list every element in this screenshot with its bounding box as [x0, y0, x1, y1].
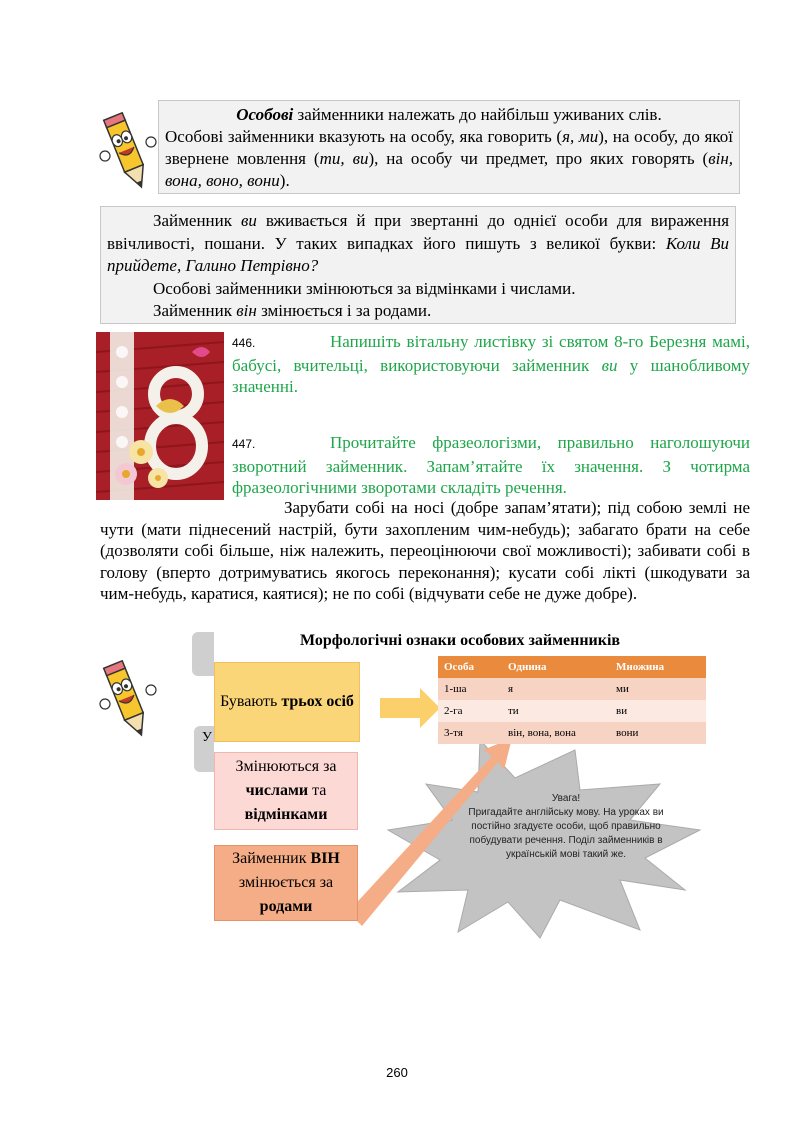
- diagram-title: Морфологічні ознаки особових займенників: [300, 632, 621, 649]
- exercise-447: [232, 432, 750, 499]
- table-row: 2-га ти ви: [438, 700, 706, 722]
- info-box-personal-pronouns: [158, 100, 740, 194]
- exercise-447-number: 447.: [232, 437, 256, 451]
- info-box-definition: Особові займенники вказують на особу, яка говорить (я, ми), на особу, до якої звернене мовлення (ти, ви), на особу чи предмет, про яких говорять (він, вона, воно, вони).: [165, 127, 734, 190]
- arrow-to-table: [380, 688, 440, 728]
- pencil-mascot-icon: [96, 660, 158, 744]
- exercise-446: [232, 331, 750, 398]
- rule-gender: Займенник він змінюється і за родами.: [153, 301, 432, 320]
- diagram-box-three-persons: Бувають трьох осіб: [214, 662, 360, 742]
- table-header: Особа: [438, 656, 502, 678]
- exercise-446-text: Напишіть вітальну листівку зі святом 8-го Березня мамі, бабусі, вчительці, використовуючи займенник ви у шанобливому значенні.: [232, 332, 750, 396]
- phraseologisms-text: Зарубати собі на носі (добре запам’ятати); під собою землі не чути (мати піднесений настрій, бути захопленим чим-небудь); забагато брати на себе (дозволяти собі більше, ніж належить, переоцінюючи свої можливості); забивати собі в голову (вперто дотримуватись якогось переконання); кусати собі лікті (шкодувати за чим-небудь, каратися, каятися); не по собі (відчувати себе не дуже добре).: [100, 498, 750, 603]
- rule-vy-politeness: Займенник ви вживається й при звертанні до однієї особи для вираження ввічливості, пошани. У таких випадках його пишуть з великої букви: Коли Ви прийдете, Галино Петрівно?: [107, 211, 730, 275]
- diagram-box-gender: Займенник ВІН змінюється за родами: [214, 845, 358, 921]
- info-box-heading: Особові займенники належать до найбільш уживаних слів.: [236, 105, 662, 124]
- pencil-mascot-icon: [96, 112, 158, 196]
- page-number: 260: [386, 1065, 408, 1080]
- rule-declension: Особові займенники змінюються за відмінками і числами.: [153, 278, 576, 298]
- diagram-tab-middle: У: [194, 726, 214, 772]
- exercise-447-text: Прочитайте фразеологізми, правильно наголошуючи зворотний займенник. Запам’ятайте їх значення. З чотирма фразеологічними зворотами складіть речення.: [232, 433, 750, 497]
- diagram-box-numbers-cases: Змінюються за числами та відмінками: [214, 752, 358, 830]
- diagram-tab-top: [192, 632, 214, 676]
- pronoun-table: [438, 656, 706, 744]
- callout-note-text: Пригадайте англійську мову. На уроках ви постійно згадуєте особи, щоб правильно побудувати речення. Поділ займенників в українській мові такий же.: [468, 807, 664, 860]
- table-row: 3-тя він, вона, вона вони: [438, 722, 706, 744]
- table-header: Однина: [502, 656, 610, 678]
- rule-box: [100, 206, 736, 324]
- table-header: Множина: [610, 656, 706, 678]
- table-row: 1-ша я ми: [438, 678, 706, 700]
- callout-note: [466, 792, 666, 862]
- callout-note-title: Увага!: [551, 793, 581, 804]
- exercise-446-number: 446.: [232, 336, 256, 350]
- greeting-card-photo: [96, 332, 224, 500]
